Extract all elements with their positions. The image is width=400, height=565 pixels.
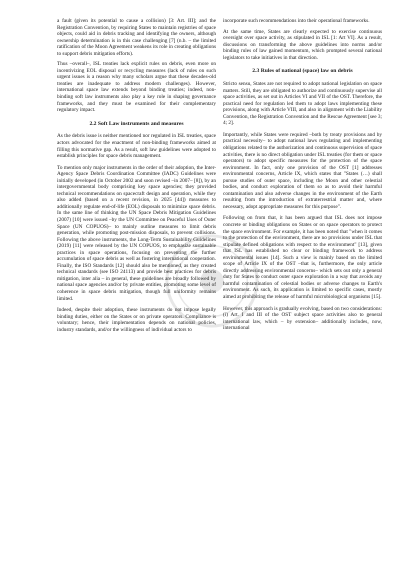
paragraph: Following on from that, it has been argued that ISL does not impose concrete or binding obligations on States or on space operators to protect the space environment. For example, it has been noted that "when it comes to the protection of the environment, there are no provisions under ISL that stipulate defined obligations with respect to the environment" [13], given that ISL has established no clear or binding framework to address environmental issues [14]. Such a view is mainly based on the limited scope of Article IX of the OST –that is, furthermore, the only article directly addressing environmental concerns– which sets out only a general duty for States to conduct outer space exploration in a way that avoids any harmful contamination of celestial bodies or adverse changes to Earth's environment. As such, its application is limited to specific cases, mostly aimed at prohibiting the release of harmful microbiological organisms [15]. bbox=[223, 215, 382, 301]
paragraph: Importantly, while States were required –both by treaty provisions and by practical necessity– to adopt national laws regulating and implementing obligations related to the authorization and continuous supervision of space activities, there is no direct obligation under ISL treaties (for them or space operators) to adopt specific measures for the protection of the space environment. In fact, only one provision of the OST [1] addresses environmental concerns, Article IX, which states that "States (…) shall pursue studies of outer space, including the Moon and other celestial bodies, and conduct exploration of them so as to avoid their harmful contamination and also adverse changes in the environment of the Earth resulting from the introduction of extraterrestrial matter and, where necessary, adopt appropriate measures for this purpose". bbox=[223, 131, 382, 210]
paragraph: To mention only major instruments in the order of their adoption, the Inter-Agency Space Debris Coordination Committee (IADC) Guidelines were initially developed (in October 2002 and soon revised –in 2007– [8]), by an intergovernmental body comprising key space agencies; they provided technical recommendations on spacecraft design and operation, while they also added (based on a recent revision, in 2025 [44]) measures to additionally regulate end-of-life (EOL) disposals to minimize space debris. In the same line of thinking the UN Space Debris Mitigation Guidelines (2007) [10] were issued –by the UN Committee on Peaceful Uses of Outer Space (UN COPUOS)– to mainly outline measures to limit debris generation, while promoting post-mission disposals, to prevent collisions. Following the above instruments, the Long-Term Sustainability Guidelines (2019) [11] were released by the UN COPUOS, to emphasize sustainable practices in space operations, focusing on preventing the further accumulation of space debris as well as fostering international cooperation. Finally, the ISO Standards [12] should also be mentioned, as they created technical standards (see ISO 24113) and provide best practices for debris mitigation, inter alia – in general, these guidelines are broadly followed by national space agencies and/or by private entities, promoting some level of coherence in space debris mitigation, though full uniformity remains limited. bbox=[57, 164, 216, 302]
left-column bbox=[57, 18, 216, 338]
section-heading-2-3: 2.3 Rules of national (space) law on debris bbox=[252, 68, 353, 75]
paragraph: Thus –overall–, ISL treaties lack explicit rules on debris, even more on incentivizing EOL disposal or recycling measures (lack of rules on such urgent issues is a reason why many scholars argue that these decades-old treaties are inadequate to address modern challenges). However, international space law extends beyond binding treaties; indeed, non-binding soft law instruments also play a key role in shaping governance frameworks, and they must be examined for their complementary regulatory impact. bbox=[57, 61, 216, 114]
paragraph: a fault (given its potential to cause a collision) [3: Art. III]; and the Registration Convention, by requiring States to maintain registries of space objects, could aid in debris tracking and identifying the owners, although ownership determination is in this case challenging [7] (n.b. – the limited ratification of the Moon Agreement weakens its role in creating obligations to support debris mitigation efforts). bbox=[57, 18, 216, 57]
right-column bbox=[223, 18, 382, 337]
paragraph: Stricto sensu, States are not required to adopt national legislation on space matters. Still, they are obligated to authorize and continuously supervise all space activities, as set out in Articles VI and VII of the OST. Therefore, the practical need for regulation led them to adopt laws implementing these provisions, along with Article VIII, and also in alignment with the Liability Convention, the Registration Convention and the Rescue Agreement [see 3; 4; 2]. bbox=[223, 81, 382, 127]
paragraph: incorporate such recommendations into their operational frameworks. bbox=[223, 18, 370, 24]
paragraph: Indeed, despite their adoption, these instruments do not impose legally binding duties, either on the States or on private operators. Compliance is voluntary; hence, their implementation depends on national policies, industry standards, and/or the willingness of individual actors to bbox=[57, 307, 216, 333]
section-heading-2-2: 2.2 Soft Law instruments and measures bbox=[89, 120, 184, 127]
paragraph: However, this approach is gradually evolving, based on two considerations: (i) Art. I and III of the OST subject space activities also to general international law, which – by extension– additionally includes, now, international bbox=[223, 305, 382, 332]
paragraph: At the same time, States are clearly expected to exercise continuous oversight over space activity, as stipulated in ISL [1: Art VI]. As a result, discussions on transforming the above guidelines into norms and/or binding rules of law gained momentum, which prompted several national legislators to take initiatives in that direction. bbox=[223, 28, 382, 61]
paragraph: As the debris issue is neither mentioned nor regulated in ISL treaties, space actors advocated for the enactment of non-binding frameworks aimed at filling this normative gap. As a result, soft law guidelines were adopted to establish principles for space debris management. bbox=[57, 133, 216, 160]
